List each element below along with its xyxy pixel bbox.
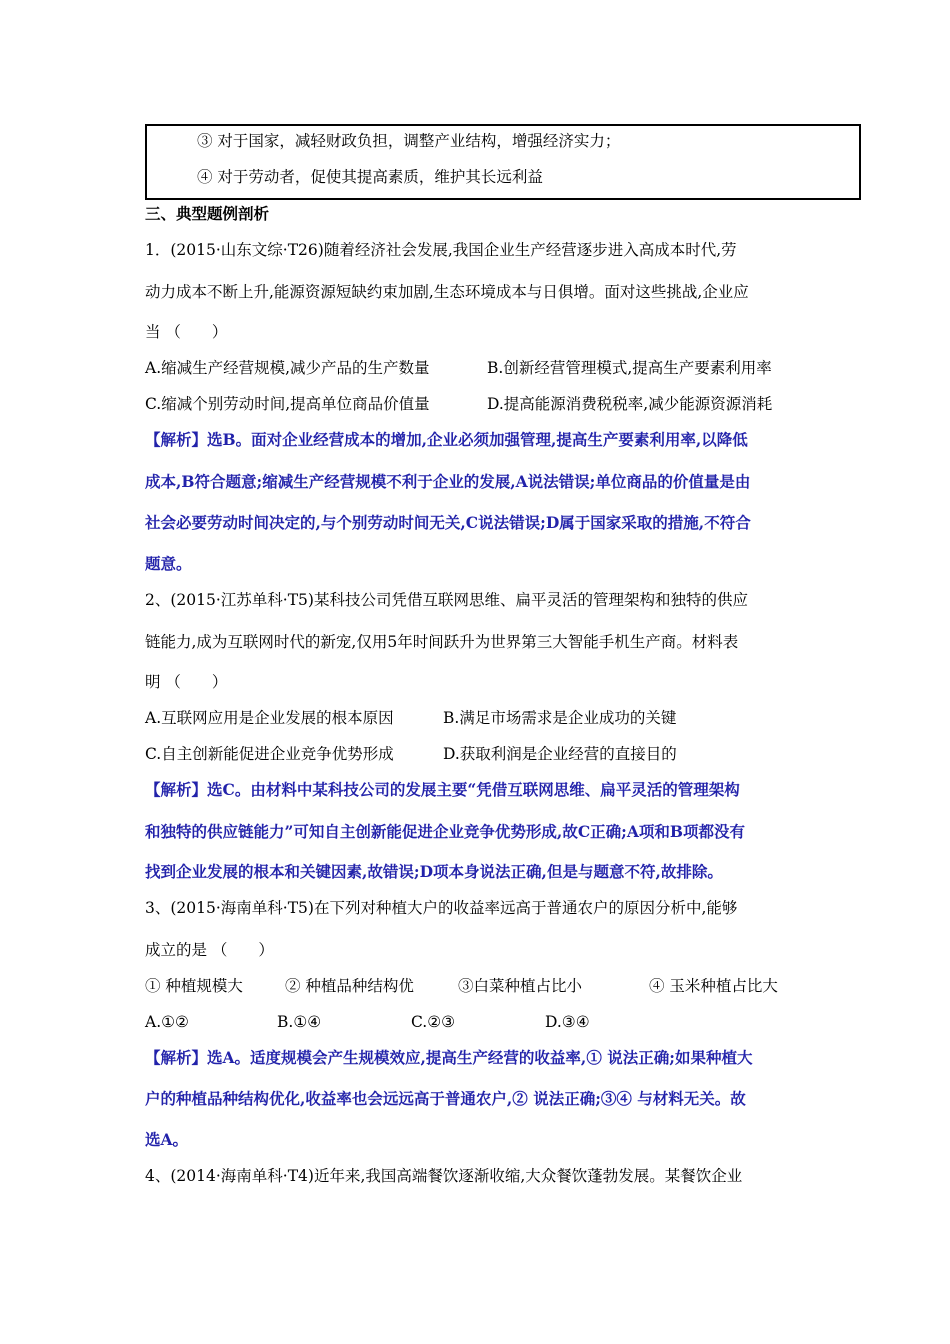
q2-option-d: D.获取利润是企业经营的直接目的 [443,745,677,763]
q3-analysis-line-1: 【解析】选A。适度规模会产生规模效应,提高生产经营的收益率,① 说法正确;如果种植大 [145,1048,753,1067]
q1-analysis-line-2: 成本,B符合题意;缩减生产经营规模不利于企业的发展,A说法错误;单位商品的价值量是由 [145,472,751,491]
q3-option-d: D.③④ [545,1013,590,1031]
q2-line-1: 2、(2015·江苏单科·T5)某科技公司凭借互联网思维、扁平灵活的管理架构和独特的供应 [145,591,748,609]
q1-line-1: 1．(2015·山东文综·T26)随着经济社会发展,我国企业生产经营逐步进入高成本时代,劳 [145,241,737,259]
q1-option-c: C.缩减个别劳动时间,提高单位商品价值量 [145,395,430,413]
q2-option-b: B.满足市场需求是企业成功的关键 [443,709,677,727]
q1-analysis-line-3: 社会必要劳动时间决定的,与个别劳动时间无关,C说法错误;D属于国家采取的措施,不符合 [145,513,751,532]
q2-analysis-line-3: 找到企业发展的根本和关键因素,故错误;D项本身说法正确,但是与题意不符,故排除。 [145,862,723,881]
q3-line-2: 成立的是 （ ） [145,941,274,959]
q3-option-a: A.①② [145,1013,189,1031]
q1-line-3: 当 （ ） [145,323,228,341]
q2-option-a: A.互联网应用是企业发展的根本原因 [145,709,394,727]
q4-line-1: 4、(2014·海南单科·T4)近年来,我国高端餐饮逐渐收缩,大众餐饮蓬勃发展。某餐饮企业 [145,1167,743,1185]
q1-analysis-line-1: 【解析】选B。面对企业经营成本的增加,企业必须加强管理,提高生产要素利用率,以降低 [145,430,748,449]
q3-analysis-line-3: 选A。 [145,1130,189,1149]
box-item-4: ④ 对于劳动者，促使其提高素质，维护其长远利益 [197,168,543,186]
q3-item-4: ④ 玉米种植占比大 [649,977,778,995]
q3-option-b: B.①④ [277,1013,322,1031]
q2-line-3: 明 （ ） [145,673,228,691]
q3-analysis-line-2: 户的种植品种结构优化,收益率也会远远高于普通农户,② 说法正确;③④ 与材料无关。故 [145,1089,746,1108]
box-item-3: ③ 对于国家，减轻财政负担，调整产业结构，增强经济实力； [197,132,621,150]
q2-option-c: C.自主创新能促进企业竞争优势形成 [145,745,394,763]
q3-item-3: ③白菜种植占比小 [458,977,583,995]
q1-analysis-line-4: 题意。 [145,554,192,573]
q1-line-2: 动力成本不断上升,能源资源短缺约束加剧,生态环境成本与日俱增。面对这些挑战,企业应 [145,283,749,301]
q3-line-1: 3、(2015·海南单科·T5)在下列对种植大户的收益率远高于普通农户的原因分析中,能够 [145,899,738,917]
q1-option-a: A.缩减生产经营规模,减少产品的生产数量 [145,359,430,377]
q1-option-d: D.提高能源消费税税率,减少能源资源消耗 [487,395,773,413]
bordered-box [145,124,861,200]
section-title: 三、典型题例剖析 [145,204,270,223]
q2-line-2: 链能力,成为互联网时代的新宠,仅用5年时间跃升为世界第三大智能手机生产商。材料表 [145,633,739,651]
q2-analysis-line-1: 【解析】选C。由材料中某科技公司的发展主要“凭借互联网思维、扁平灵活的管理架构 [145,780,740,799]
q1-option-b: B.创新经营管理模式,提高生产要素利用率 [487,359,772,377]
q2-analysis-line-2: 和独特的供应链能力”可知自主创新能促进企业竞争优势形成,故C正确;A项和B项都没有 [145,822,745,841]
q3-item-2: ② 种植品种结构优 [285,977,414,995]
q3-option-c: C.②③ [411,1013,456,1031]
q3-item-1: ① 种植规模大 [145,977,243,995]
